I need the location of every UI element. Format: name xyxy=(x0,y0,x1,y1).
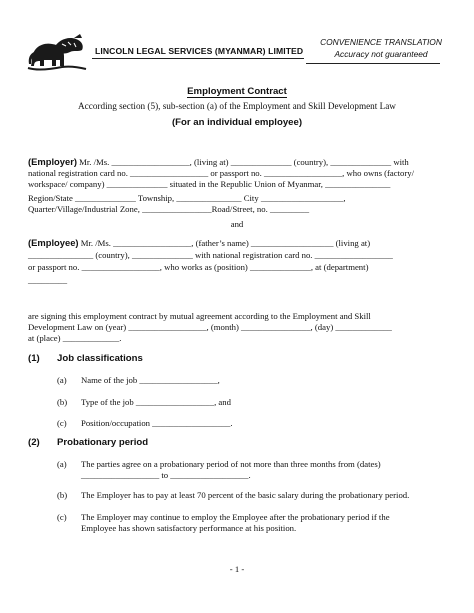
section-1-title: Job classifications xyxy=(57,353,143,364)
accuracy-note: Accuracy not guaranteed xyxy=(334,49,428,59)
section-2-title: Probationary period xyxy=(57,437,149,448)
agreement-line-3: at (place) _____________. xyxy=(28,333,122,343)
section-2-item-c-label: (c) xyxy=(57,512,67,522)
section-2-item-b-label: (b) xyxy=(57,490,68,500)
section-2-item-c-line-2: Employee has shown satisfactory performance at his position. xyxy=(81,523,297,533)
employer-line-4: Region/State ______________ Township, _______________ City ___________________, xyxy=(28,193,346,203)
section-1-item-a-label: (a) xyxy=(57,375,67,385)
convenience-divider xyxy=(306,63,440,64)
employer-label: (Employer) xyxy=(28,156,77,167)
document-title: Employment Contract xyxy=(187,86,287,97)
page-number: - 1 - xyxy=(229,564,245,574)
agreement-line-2: Development Law on (year) __________________, (month) ________________, (day) _____________ xyxy=(28,322,392,332)
section-2-item-a-line-1: The parties agree on a probationary period of not more than three months from (dates) xyxy=(81,459,381,469)
convenience-title: CONVENIENCE TRANSLATION xyxy=(320,37,442,47)
section-2-item-c-line-1: The Employer may continue to employ the Employee after the probationary period if the xyxy=(81,512,390,522)
section-1-item-b-label: (b) xyxy=(57,397,68,407)
section-1-item-c-text: Position/occupation __________________. xyxy=(81,418,233,428)
section-1-number: (1) xyxy=(28,353,40,364)
section-2-number: (2) xyxy=(28,437,40,448)
employer-line-3: workspace/ company) ______________ situated in the Republic Union of Myanmar, _______________ xyxy=(28,179,391,189)
and-text: and xyxy=(230,219,244,229)
document-subtitle: According section (5), sub-section (a) of the Employment and Skill Development Law xyxy=(78,101,396,111)
agreement-line-1: are signing this employment contract by mutual agreement according to the Employment and Skill xyxy=(28,311,371,321)
employee-line-1: (Employee) Mr. /Ms. __________________, (father’s name) ___________________ (living at) xyxy=(28,237,371,248)
section-2-item-b-line-1: The Employer has to pay at least 70 percent of the basic salary during the probationary period. xyxy=(81,490,410,500)
employer-line-2: national registration card no. __________________ or passport no. __________________, who owns (factory/ xyxy=(28,168,415,178)
employee-line-4: _________ xyxy=(28,275,68,285)
section-1-item-a-text: Name of the job __________________, xyxy=(81,375,220,385)
employer-line-5: Quarter/Village/Industrial Zone, ________________Road/Street, no. _________ xyxy=(28,204,310,214)
employee-line-2: _______________ (country), ______________ with national registration card no. __________________ xyxy=(28,250,393,260)
section-2-item-a-label: (a) xyxy=(57,459,67,469)
employee-label: (Employee) xyxy=(28,237,79,248)
document-subtitle-employee-type: (For an individual employee) xyxy=(171,117,303,128)
section-1-item-b-text: Type of the job __________________, and xyxy=(81,397,231,407)
elephant-tiger-logo-icon xyxy=(26,30,88,80)
employer-line-1: (Employer) Mr. /Ms. __________________, (living at) ______________ (country), ______________ with xyxy=(28,156,409,167)
convenience-translation-note xyxy=(316,36,446,60)
section-1-item-c-label: (c) xyxy=(57,418,67,428)
header-divider xyxy=(92,58,304,59)
employee-line-3: or passport no. __________________, who works as (position) ______________, at (department) xyxy=(28,262,369,272)
company-name: LINCOLN LEGAL SERVICES (MYANMAR) LIMITED xyxy=(95,46,304,56)
section-2-item-a-line-2: __________________ to __________________. xyxy=(81,470,251,480)
